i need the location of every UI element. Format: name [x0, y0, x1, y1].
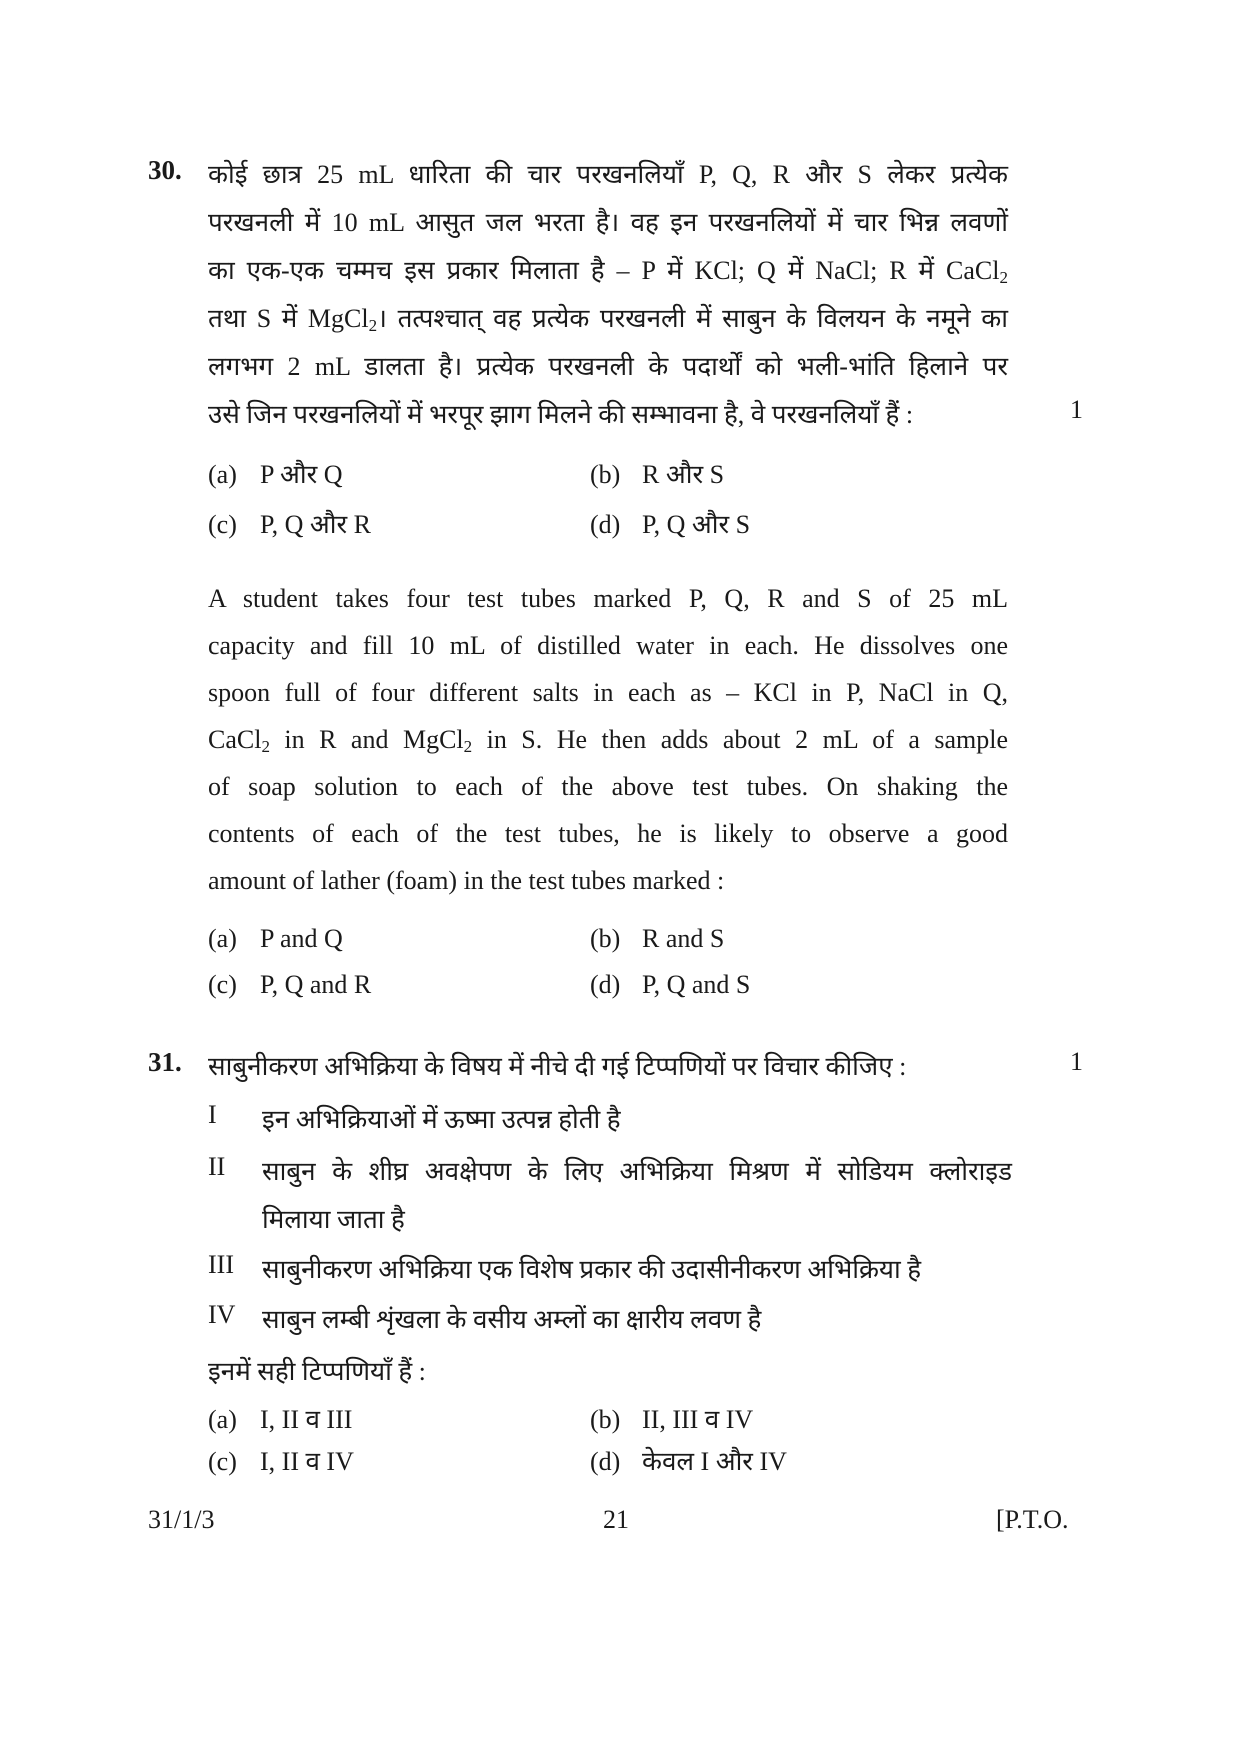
option-label: (d)	[590, 1447, 621, 1476]
option-label: (d)	[590, 970, 621, 999]
q30-english-option-b	[590, 924, 724, 954]
option-label: (b)	[590, 460, 621, 489]
option-text: केवल I और IV	[642, 1447, 787, 1476]
option-text: R और S	[642, 460, 725, 489]
q30-english-line-6: contents of each of the test tubes, he is likely to observe a good	[208, 819, 1008, 848]
q31-statement-2-text-continued: मिलाया जाता है	[262, 1205, 405, 1234]
subscript: 2	[261, 737, 270, 756]
option-label: (d)	[590, 510, 621, 539]
q30-english-line-3: spoon full of four different salts in each as – KCl in P, NaCl in Q,	[208, 678, 1008, 707]
q30-english-line-4b: in R and MgCl	[269, 725, 464, 754]
q30-hindi-line-4b: । तत्पश्चात् वह प्रत्येक परखनली में साबुन के विलयन के नमूने का	[377, 304, 1008, 333]
q30-hindi-line-5: लगभग 2 mL डालता है। प्रत्येक परखनली के पदार्थों को भली-भांति हिलाने पर	[208, 352, 1008, 381]
q30-hindi-line-2: परखनली में 10 mL आसुत जल भरता है। वह इन परखनलियों में चार भिन्न लवणों	[208, 208, 1008, 237]
q30-hindi-line-4a: तथा S में MgCl	[208, 304, 369, 333]
q30-english-line-5: of soap solution to each of the above test tubes. On shaking the	[208, 772, 1008, 801]
option-label: (c)	[208, 510, 237, 539]
option-label: (a)	[208, 460, 237, 489]
option-label: (c)	[208, 970, 237, 999]
q30-marks: 1	[1070, 395, 1083, 424]
q31-marks: 1	[1070, 1047, 1083, 1076]
option-label: (b)	[590, 1405, 621, 1434]
q31-statement-3-text: साबुनीकरण अभिक्रिया एक विशेष प्रकार की उदासीनीकरण अभिक्रिया है	[262, 1255, 922, 1284]
option-text: P, Q और R	[260, 510, 371, 539]
please-turn-over: [P.T.O.	[996, 1505, 1069, 1534]
option-text: P और Q	[260, 460, 343, 489]
option-text: R and S	[642, 924, 725, 953]
q31-option-c	[208, 1442, 354, 1478]
q30-english-line-4a: CaCl	[208, 725, 262, 754]
q31-question: इनमें सही टिप्पणियाँ हैं :	[208, 1357, 426, 1386]
q30-hindi-option-d	[590, 505, 750, 541]
q30-english-line-7: amount of lather (foam) in the test tubes marked :	[208, 866, 725, 895]
q31-option-b	[590, 1400, 753, 1436]
q31-statement-2-text: साबुन के शीघ्र अवक्षेपण के लिए अभिक्रिया मिश्रण में सोडियम क्लोराइड	[262, 1157, 1012, 1186]
option-text: II, III व IV	[642, 1405, 754, 1434]
subscript: 2	[999, 268, 1008, 287]
q30-hindi-line-3	[208, 251, 1008, 287]
option-label: (a)	[208, 1405, 237, 1434]
q31-intro: साबुनीकरण अभिक्रिया के विषय में नीचे दी गई टिप्पणियों पर विचार कीजिए :	[208, 1052, 907, 1081]
q31-statement-2-numeral: II	[208, 1152, 226, 1181]
q30-hindi-line-1: कोई छात्र 25 mL धारिता की चार परखनलियाँ P, Q, R और S लेकर प्रत्येक	[208, 160, 1008, 189]
q30-english-option-a	[208, 924, 343, 954]
q30-english-line-2: capacity and fill 10 mL of distilled water in each. He dissolves one	[208, 631, 1008, 660]
q31-statement-4-numeral: IV	[208, 1300, 236, 1329]
q31-statement-3-numeral: III	[208, 1250, 234, 1279]
q31-statement-1-numeral: I	[208, 1100, 217, 1129]
q30-english-line-4c: in S. He then adds about 2 mL of a sample	[472, 725, 1009, 754]
question-30-number: 30.	[148, 155, 182, 185]
option-label: (b)	[590, 924, 621, 953]
q30-hindi-option-b	[590, 455, 724, 491]
q30-english-option-d	[590, 970, 750, 1000]
option-text: I, II व IV	[260, 1447, 354, 1476]
q30-hindi-line-3-text: का एक-एक चम्मच इस प्रकार मिलाता है – P में KCl; Q में NaCl; R में CaCl	[208, 256, 1000, 285]
page-number: 21	[603, 1505, 629, 1534]
subscript: 2	[368, 316, 378, 335]
q30-hindi-line-6: उसे जिन परखनलियों में भरपूर झाग मिलने की सम्भावना है, वे परखनलियाँ हैं :	[208, 400, 914, 429]
q30-english-option-c	[208, 970, 371, 1000]
q30-hindi-line-4	[208, 299, 1008, 335]
q31-statement-1-text: इन अभिक्रियाओं में ऊष्मा उत्पन्न होती है	[262, 1105, 621, 1134]
subscript: 2	[463, 737, 473, 756]
q30-english-line-4	[208, 725, 1008, 755]
option-label: (a)	[208, 924, 237, 953]
option-text: I, II व III	[260, 1405, 353, 1434]
option-label: (c)	[208, 1447, 237, 1476]
q30-english-line-1: A student takes four test tubes marked P, Q, R and S of 25 mL	[208, 584, 1008, 613]
question-31-number: 31.	[148, 1047, 182, 1077]
paper-code: 31/1/3	[148, 1505, 215, 1534]
option-text: P, Q and S	[642, 970, 751, 999]
option-text: P, Q and R	[260, 970, 372, 999]
q31-statement-4-text: साबुन लम्बी शृंखला के वसीय अम्लों का क्षारीय लवण है	[262, 1305, 762, 1334]
option-text: P and Q	[260, 924, 343, 953]
q31-option-d	[590, 1442, 787, 1478]
q30-hindi-option-a	[208, 455, 343, 491]
q30-hindi-option-c	[208, 505, 371, 541]
q31-option-a	[208, 1400, 352, 1436]
option-text: P, Q और S	[642, 510, 751, 539]
